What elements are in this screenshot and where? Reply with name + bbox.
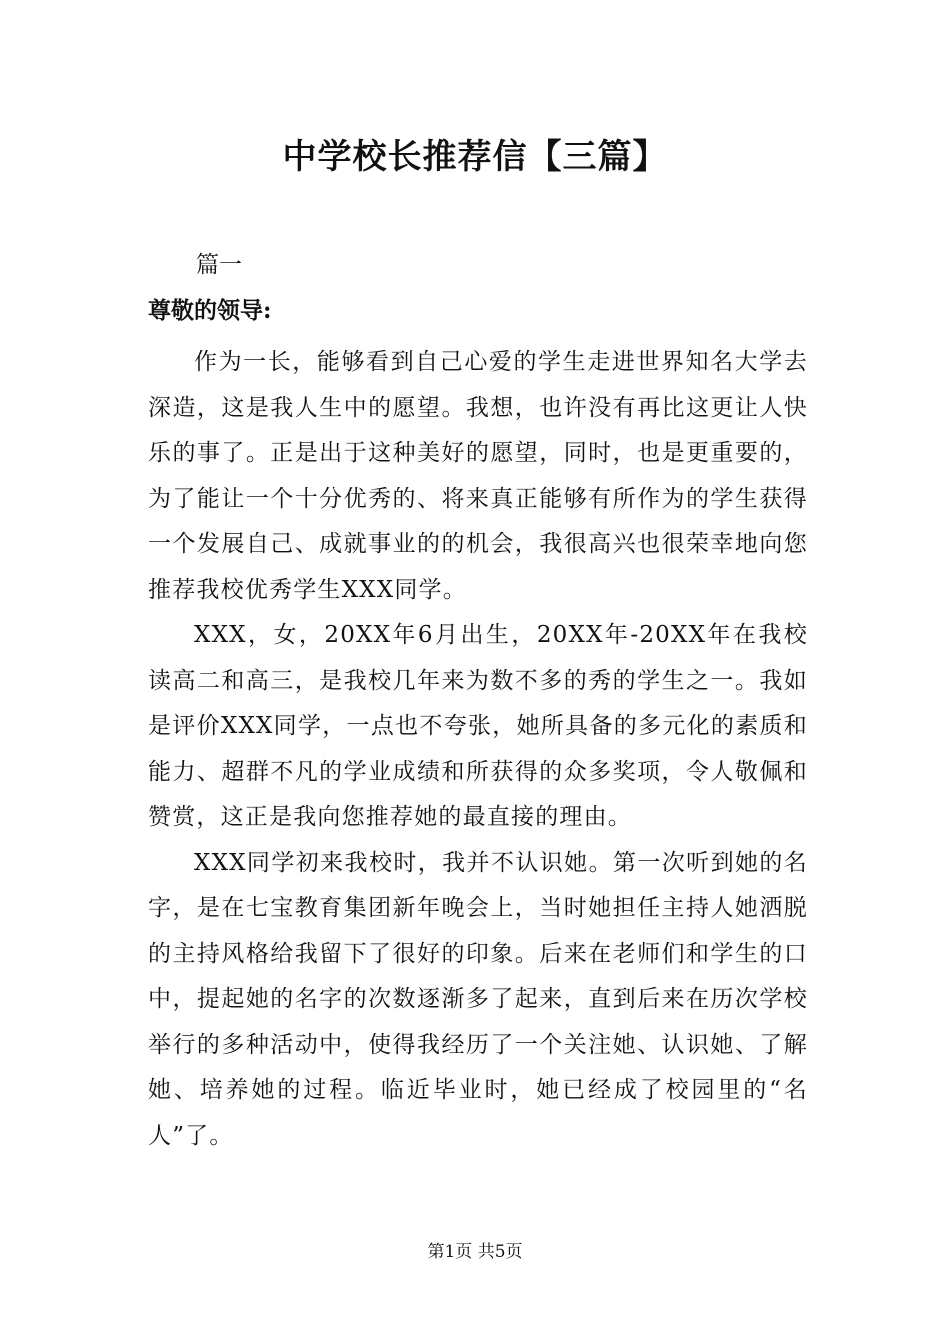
paragraph-2: XXX，女，20XX年6月出生，20XX年-20XX年在我校读高二和高三，是我校几年来为数不多的秀的学生之一。我如是评价XXX同学，一点也不夸张，她所具备的多元化的素质和能力、超群不凡的学业成绩和所获得的众多奖项，令人敬佩和赞赏，这正是我向您推荐她的最直接的理由。 — [148, 622, 808, 830]
document-title: 中学校长推荐信【三篇】 — [282, 137, 668, 177]
salutation: 尊敬的领导: — [148, 297, 272, 324]
page-footer: 第1页 共5页 — [427, 1242, 523, 1262]
paragraph-1: 作为一长，能够看到自己心爱的学生走进世界知名大学去深造，这是我人生中的愿望。我想，也许没有再比这更让人快乐的事了。正是出于这种美好的愿望，同时，也是更重要的，为了能让一个十分优秀的、将来真正能够有所作为的学生获得一个发展自己、成就事业的的机会，我很高兴也很荣幸地向您推荐我校优秀学生XXX同学。 — [148, 349, 808, 603]
paragraph-3: XXX同学初来我校时，我并不认识她。第一次听到她的名字，是在七宝教育集团新年晚会上，当时她担任主持人她洒脱的主持风格给我留下了很好的印象。后来在老师们和学生的口中，提起她的名字的次数逐渐多了起来，直到后来在历次学校举行的多种活动中，使得我经历了一个关注她、认识她、了解她、培养她的过程。临近毕业时，她已经成了校园里的“名人”了。 — [148, 849, 808, 1149]
section-label: 篇一 — [196, 252, 242, 278]
document-body — [148, 340, 808, 1159]
